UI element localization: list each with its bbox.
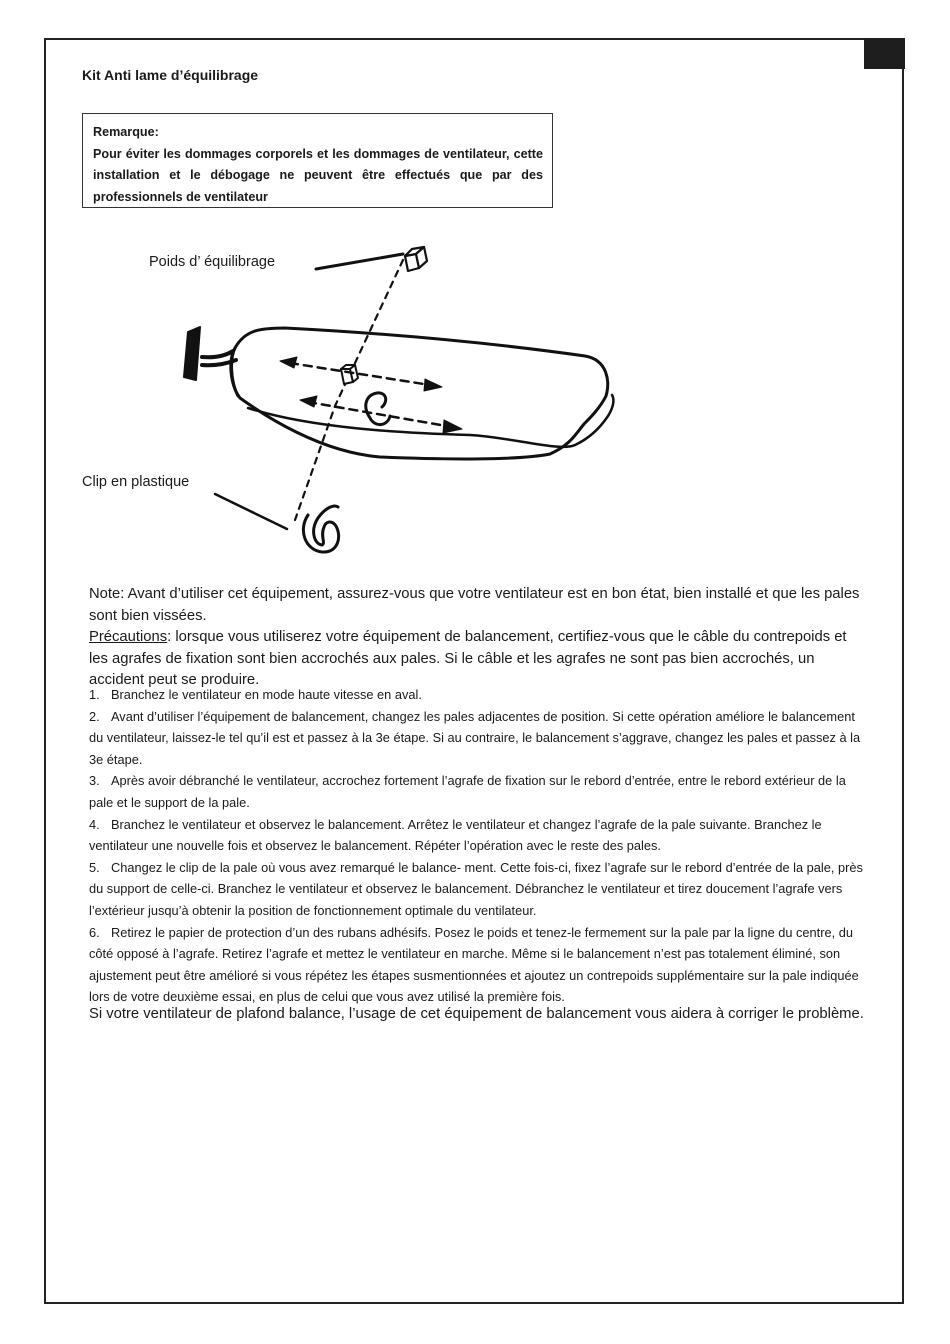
step-text: Avant d’utiliser l’équipement de balancement, changez les pales adjacentes de position. Si cette opération améliore le balancement du ventilateur, laissez-le tel qu’il est et passez à la 3e étape. Si au contraire, le balancement s’aggrave, changez les pales et passez à la 3e étape. (89, 708, 861, 767)
list-item (89, 857, 867, 922)
list-item (89, 814, 867, 857)
step-number: 3. (89, 773, 100, 789)
step-text: Après avoir débranché le ventilateur, accrochez fortement l’agrafe de fixation sur le rebord d’entrée, entre le rebord extérieur de la pale et le support de la pale. (89, 773, 846, 810)
weight-slide-arrow (290, 363, 430, 385)
step-number: 5. (89, 859, 100, 875)
remark-heading: Remarque: (93, 125, 159, 139)
balance-weight-label: Poids d’ équilibrage (149, 254, 276, 270)
plastic-clip-label: Clip en plastique (82, 474, 190, 490)
step-text: Changez le clip de la pale où vous avez remarqué le balance- ment. Cette fois-ci, fixez l’agrafe sur le rebord d’entrée de la pale, près du support de celle-ci. Branchez le ventilateur et observez le balancement. Débranchez le ventilateur et tirez doucement l’agrafe vers l’extérieur jusqu’à obtenir la position de fonctionnement optimale du ventilateur. (89, 859, 863, 918)
closing-text: Si votre ventilateur de plafond balance, l’usage de cet équipement de balancement vous aidera à corriger le problème. (89, 1006, 864, 1022)
step-number: 4. (89, 816, 100, 832)
step-text: Retirez le papier de protection d’un des rubans adhésifs. Posez le poids et tenez-le fermement sur la pale par la ligne du centre, du côté opposé à l’agrafe. Retirez l’agrafe et mettez le ventilateur en marche. Même si le balancement n’est pas totalement éliminé, son ajustement peut être amélioré si vous répétez les étapes susmentionnées et ajoutez un contrepoids supplémentaire sur la pale indiquée lors de votre deuxième essai, en plus de celui que vous avez utilisé la première fois. (89, 924, 859, 1005)
clip-on-blade (366, 393, 390, 425)
precautions-paragraph (89, 627, 867, 692)
precautions-label: Précautions (89, 629, 168, 646)
note-text: Note: Avant d’utiliser cet équipement, assurez-vous que votre ventilateur est en bon état, bien installé et que les pales sont bien vissées. (89, 586, 860, 624)
weight-on-blade (341, 365, 358, 384)
clip-leader-line (215, 494, 287, 529)
step-number: 1. (89, 687, 100, 702)
step-text: Branchez le ventilateur et observez le balancement. Arrêtez le ventilateur et changez l’agrafe de la pale suivante. Branchez le ventilateur une nouvelle fois et observez le balancement. Répéter l’opération avec le reste des pales. (89, 816, 822, 854)
blade-root (232, 348, 238, 396)
notes-section (89, 584, 867, 692)
corner-tab (864, 38, 905, 69)
page-title: Kit Anti lame d’équilibrage (82, 67, 259, 83)
center-dashed-line (295, 260, 403, 520)
remark-text: Pour éviter les dommages corporels et les dommages de ventilateur, cette installation et le débogage ne peuvent être effectués que par des professionnels de ventilateur (93, 146, 543, 204)
step-number: 6. (89, 924, 100, 940)
step-number: 2. (89, 708, 100, 724)
list-item (89, 922, 867, 1008)
steps-list (89, 684, 867, 1008)
plastic-clip-piece (303, 506, 338, 552)
list-item (89, 684, 867, 706)
list-item (89, 770, 867, 813)
blade-edge (248, 395, 613, 447)
remark-box (82, 113, 553, 208)
balance-weight-piece (405, 247, 427, 271)
list-item (89, 706, 867, 771)
precautions-text: : lorsque vous utiliserez votre équipement de balancement, certifiez-vous que le câble du contrepoids et les agrafes de fixation sont bien accrochés aux pales. Si le câble et les agrafes ne sont pas bien accrochés, un accident peut se produire. (89, 629, 847, 689)
step-text: Branchez le ventilateur en mode haute vitesse en aval. (111, 687, 422, 702)
blade-balancing-diagram (70, 230, 630, 570)
weight-leader-line (316, 254, 403, 269)
fan-blade (231, 328, 608, 459)
